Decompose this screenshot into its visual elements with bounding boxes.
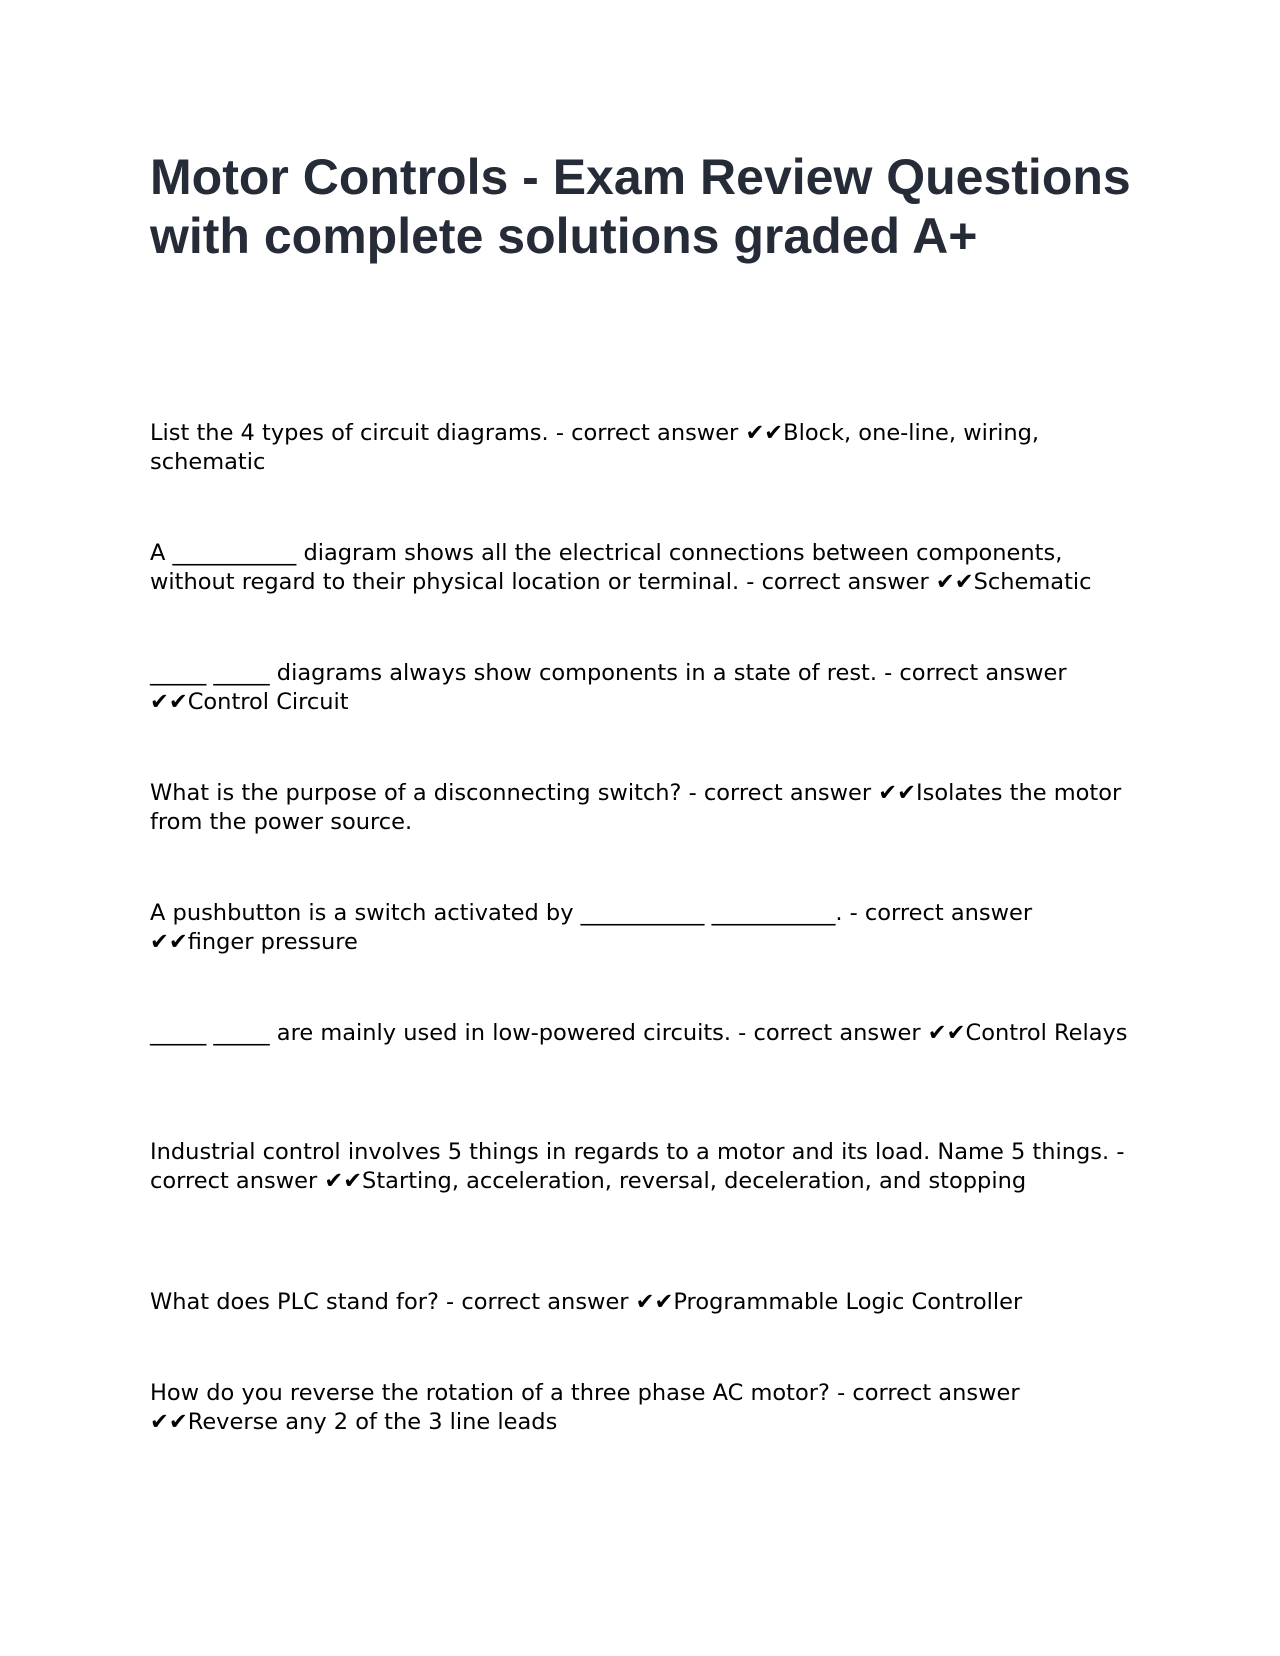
qa-item-8: What does PLC stand for? - correct answer ✔✔Programmable Logic Controller	[150, 1289, 1023, 1315]
qa-item-3: _____ _____ diagrams always show components in a state of rest. - correct answer ✔✔Control Circuit	[150, 660, 1067, 715]
qa-item-1: List the 4 types of circuit diagrams. - correct answer ✔✔Block, one-line, wiring, schematic	[150, 420, 1040, 475]
qa-item-5: A pushbutton is a switch activated by ___________ ___________. - correct answer ✔✔finger pressure	[150, 900, 1033, 955]
qa-item-6: _____ _____ are mainly used in low-powered circuits. - correct answer ✔✔Control Relays	[150, 1020, 1128, 1046]
qa-item-7: Industrial control involves 5 things in regards to a motor and its load. Name 5 things. - correct answer ✔✔Starting, acceleration, reversal, deceleration, and stopping	[150, 1139, 1125, 1194]
document-title: Motor Controls - Exam Review Questions with complete solutions graded A+	[150, 149, 1131, 264]
qa-item-9: How do you reverse the rotation of a three phase AC motor? - correct answer ✔✔Reverse any 2 of the 3 line leads	[150, 1380, 1020, 1435]
qa-item-2: A ___________ diagram shows all the electrical connections between components, without regard to their physical location or terminal. - correct answer ✔✔Schematic	[150, 540, 1092, 595]
qa-item-4: What is the purpose of a disconnecting switch? - correct answer ✔✔Isolates the motor from the power source.	[150, 780, 1122, 835]
